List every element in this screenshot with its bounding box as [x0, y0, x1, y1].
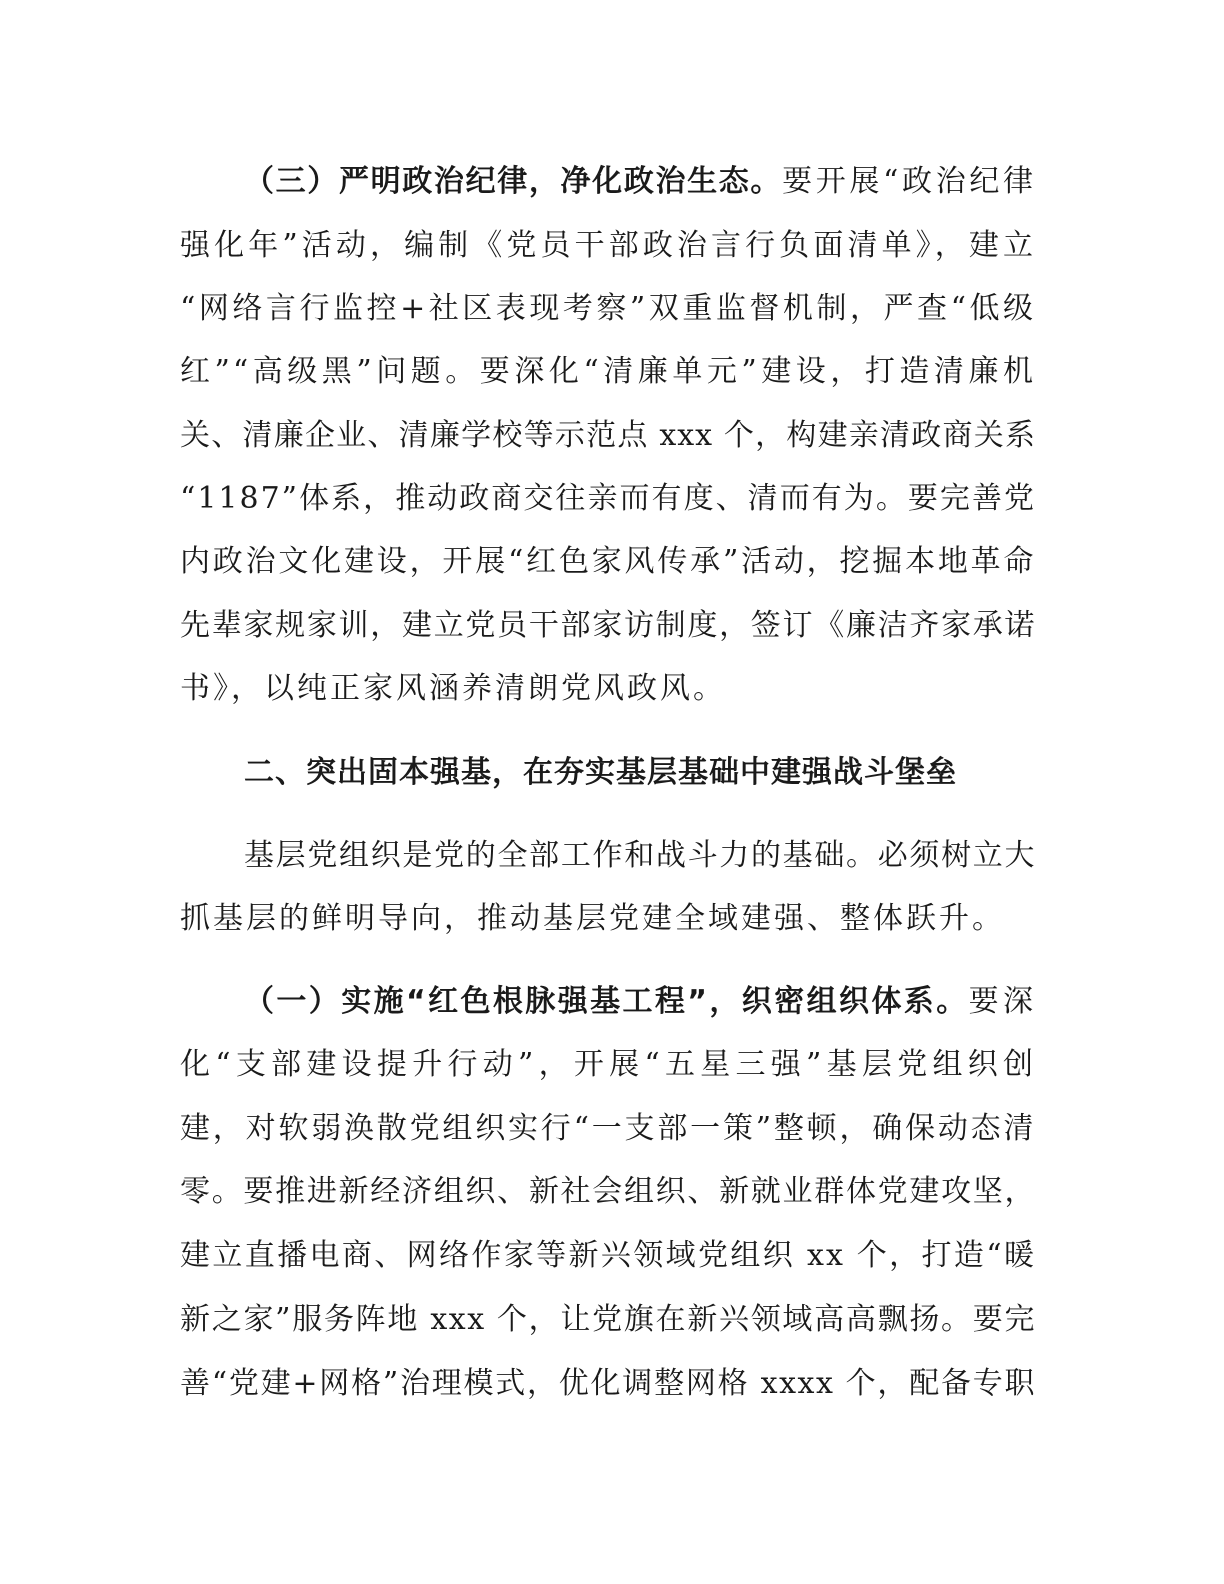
section1-line-6: 新之家”服务阵地 xxx 个，让党旗在新兴领域高高飘扬。要完 — [180, 1302, 1036, 1337]
section3-line-6: “1187”体系，推动政商交往亲而有度、清而有为。要完善党 — [180, 481, 1036, 516]
section1-line-2: 化“支部建设提升行动”，开展“五星三强”基层党组织创 — [180, 1047, 1036, 1082]
section1-line-5: 建立直播电商、网络作家等新兴领域党组织 xx 个，打造“暖 — [180, 1238, 1036, 1273]
section1-line-4: 零。要推进新经济组织、新社会组织、新就业群体党建攻坚， — [180, 1174, 1036, 1209]
section3-heading: （三）严明政治纪律，净化政治生态。 — [244, 164, 783, 199]
section1-line-7: 善“党建+网格”治理模式，优化调整网格 xxxx 个，配备专职 — [180, 1366, 1036, 1401]
section1-line1-rest: 要深 — [968, 984, 1037, 1019]
section3-line-1 — [244, 160, 1036, 204]
section3-line-5: 关、清廉企业、清廉学校等示范点 xxx 个，构建亲清政商关系 — [180, 418, 1036, 453]
section1-heading: （一）实施“红色根脉强基工程”，织密组织体系。 — [244, 984, 969, 1019]
section3-line-8: 先辈家规家训，建立党员干部家访制度，签订《廉洁齐家承诺 — [180, 608, 1036, 643]
part2-title: 二、突出固本强基，在夯实基层基础中建强战斗堡垒 — [244, 755, 957, 790]
section3-line1-rest: 要开展“政治纪律 — [782, 164, 1036, 199]
part2-intro-line-2: 抓基层的鲜明导向，推动基层党建全域建强、整体跃升。 — [180, 901, 1005, 936]
section3-line-9: 书》，以纯正家风涵养清朗党风政风。 — [180, 671, 726, 706]
section3-line-2: 强化年”活动，编制《党员干部政治言行负面清单》，建立 — [180, 228, 1036, 263]
section1-line-1 — [244, 980, 1036, 1024]
section3-line-7: 内政治文化建设，开展“红色家风传承”活动，挖掘本地革命 — [180, 544, 1036, 579]
part2-intro-line-1: 基层党组织是党的全部工作和战斗力的基础。必须树立大 — [244, 838, 1036, 873]
section3-line-3: “网络言行监控+社区表现考察”双重监督机制，严查“低级 — [180, 291, 1036, 326]
section3-line-4: 红”“高级黑”问题。要深化“清廉单元”建设，打造清廉机 — [180, 354, 1036, 389]
section1-line-3: 建，对软弱涣散党组织实行“一支部一策”整顿，确保动态清 — [180, 1111, 1036, 1146]
